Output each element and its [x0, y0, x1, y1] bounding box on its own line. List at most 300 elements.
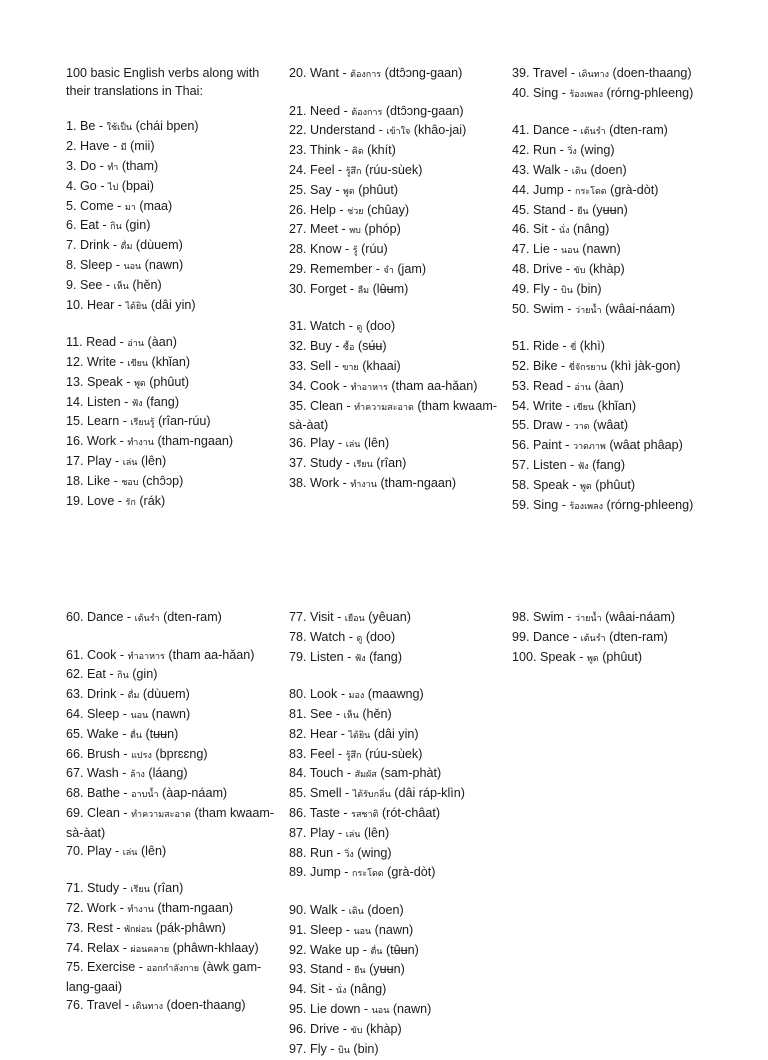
verb-number: 79.: [289, 649, 307, 664]
verb-entry: 15. Learn - เรียนรู้ (rîan-rúu): [66, 414, 211, 429]
verb-number: 43.: [512, 162, 530, 177]
verb-number: 52.: [512, 358, 530, 373]
thai-translation: วาดภาพ: [572, 442, 606, 453]
thai-translation: รู้สึก: [345, 166, 362, 177]
english-verb: Speak: [540, 649, 576, 664]
verb-number: 8.: [66, 257, 77, 272]
english-verb: Lie: [533, 242, 550, 257]
english-verb: Walk: [310, 902, 338, 917]
verb-entry: 96. Drive - ขับ (khàp): [289, 1021, 402, 1036]
verb-number: 19.: [66, 493, 84, 508]
verb-number: 35.: [289, 398, 307, 413]
english-verb: Work: [87, 434, 117, 449]
verb-number: 92.: [289, 942, 307, 957]
romanization: (pák-phâwn): [155, 920, 226, 935]
verb-number: 5.: [66, 198, 77, 213]
english-verb: Go: [80, 178, 97, 193]
thai-translation: ได้ยิน: [125, 301, 148, 312]
spacer: [66, 101, 284, 119]
thai-translation: ร้องเพลง: [569, 501, 603, 512]
verb-number: 3.: [66, 158, 77, 173]
english-verb: Taste: [309, 805, 340, 820]
thai-translation: ทำ: [107, 162, 119, 173]
english-verb: Rest: [87, 920, 113, 935]
thai-translation: เขียน: [127, 358, 149, 369]
verb-number: 57.: [512, 457, 530, 472]
thai-translation: ยืน: [577, 206, 589, 217]
verb-number: 33.: [289, 358, 307, 373]
verb-entry: 24. Feel - รู้สึก (rúu-sùek): [289, 162, 423, 177]
thai-translation: ดู: [356, 633, 363, 644]
spacer: [512, 105, 742, 123]
thai-translation: ใช้เป็น: [106, 123, 133, 134]
romanization: (phûut): [595, 477, 636, 492]
romanization: (nawn): [144, 257, 184, 272]
english-verb: Swim: [533, 610, 564, 624]
thai-translation: วิ่ง: [567, 147, 577, 158]
english-verb: Buy: [310, 339, 332, 354]
english-verb: Learn: [87, 414, 120, 429]
verb-entry: 31. Watch - ดู (doo): [289, 319, 396, 334]
english-verb: Understand: [310, 123, 376, 138]
verb-entry: 99. Dance - เต้นรำ (dten-ram): [512, 629, 668, 644]
thai-translation: แปรง: [131, 750, 152, 761]
thai-translation: ฟัง: [354, 653, 366, 664]
verb-entry: 19. Love - รัก (rák): [66, 493, 166, 508]
romanization: (dùuem): [142, 687, 190, 702]
romanization: (chûay): [367, 202, 410, 217]
romanization: (rót-châat): [381, 805, 441, 820]
verb-entry: 8. Sleep - นอน (nawn): [66, 257, 184, 272]
english-verb: Speak: [533, 477, 569, 492]
verb-entry: 61. Cook - ทำอาหาร (tham aa-hǎan): [66, 647, 255, 662]
verb-number: 66.: [66, 746, 84, 761]
thai-translation: นั่ง: [558, 226, 570, 237]
verb-number: 53.: [512, 378, 530, 393]
verb-number: 39.: [512, 66, 530, 80]
english-verb: Sleep: [87, 706, 120, 721]
romanization: (àwk gam-lang-gaai): [66, 960, 262, 995]
verb-number: 86.: [289, 805, 307, 820]
thai-translation: ขี่: [570, 343, 577, 354]
column-top-middle: [289, 65, 507, 495]
romanization: (bin): [576, 281, 602, 296]
verb-list: [289, 609, 507, 1060]
english-verb: Cook: [87, 647, 117, 662]
english-verb: Have: [80, 139, 110, 154]
thai-translation: ทำอาหาร: [350, 382, 388, 393]
verb-entry: 17. Play - เล่น (lên): [66, 453, 167, 468]
verb-number: 87.: [289, 825, 307, 840]
english-verb: Know: [310, 242, 342, 257]
romanization: (tham aa-hǎan): [391, 378, 478, 393]
verb-entry: 46. Sit - นั่ง (nâng): [512, 222, 610, 237]
thai-translation: ต้องการ: [351, 107, 383, 118]
english-verb: Jump: [310, 865, 341, 880]
romanization: (dùuem): [135, 238, 183, 253]
verb-entry: 38. Work - ทำงาน (tham-ngaan): [289, 475, 457, 490]
english-verb: Paint: [533, 438, 562, 453]
spacer: [289, 884, 507, 902]
english-verb: Cook: [310, 378, 340, 393]
romanization: (doo): [365, 319, 396, 334]
thai-translation: รู้: [352, 246, 358, 257]
verb-entry: 74. Relax - ผ่อนคลาย (phâwn-khlaay): [66, 940, 259, 955]
spacer: [66, 862, 284, 880]
english-verb: Lie down: [310, 1001, 361, 1016]
verb-list: [289, 65, 507, 495]
english-verb: Study: [310, 455, 343, 470]
english-verb: Ride: [533, 339, 559, 354]
thai-translation: เดิน: [348, 906, 364, 917]
verb-entry: 59. Sing - ร้องเพลง (rórng-phleeng): [512, 497, 694, 512]
english-verb: Drink: [87, 687, 117, 702]
romanization: (tham): [121, 158, 159, 173]
romanization: (wing): [580, 143, 615, 158]
english-verb: Listen: [87, 394, 121, 409]
english-verb: Dance: [87, 610, 124, 624]
verb-entry: 37. Study - เรียน (rîan): [289, 455, 407, 470]
verb-entry: 89. Jump - กระโดด (grà-dòt): [289, 865, 436, 880]
verb-entry: 77. Visit - เยือน (yêuan): [289, 610, 411, 624]
thai-translation: รัก: [125, 497, 136, 508]
english-verb: Sing: [533, 497, 559, 512]
thai-translation: มอง: [348, 691, 365, 702]
thai-translation: เห็น: [343, 710, 359, 721]
thai-translation: ดื่ม: [127, 691, 140, 702]
english-verb: Meet: [310, 222, 339, 237]
verb-number: 22.: [289, 123, 307, 138]
english-verb: Write: [87, 354, 117, 369]
english-verb: Fly: [310, 1041, 327, 1056]
romanization: (tʉ̂ʉn): [385, 942, 419, 957]
thai-translation: นอน: [561, 246, 579, 257]
verb-number: 64.: [66, 706, 84, 721]
verb-entry: 45. Stand - ยืน (yʉʉn): [512, 202, 628, 217]
verb-entry: 97. Fly - บิน (bin): [289, 1041, 379, 1056]
thai-translation: ทำงาน: [350, 479, 377, 490]
romanization: (grà-dòt): [387, 865, 436, 880]
verb-number: 44.: [512, 182, 530, 197]
romanization: (maawng): [367, 687, 424, 702]
verb-entry: 30. Forget - ลืม (lʉ̂ʉm): [289, 281, 409, 296]
romanization: (phâwn-khlaay): [172, 940, 259, 955]
english-verb: Hear: [310, 726, 338, 741]
verb-entry: 35. Clean - ทำความสะอาด (tham kwaam-sà-àat): [289, 398, 498, 433]
thai-translation: ขับ: [573, 265, 586, 276]
verb-number: 13.: [66, 374, 84, 389]
english-verb: Hear: [87, 297, 115, 312]
romanization: (phûut): [602, 649, 643, 664]
english-verb: Dance: [533, 629, 570, 644]
verb-number: 55.: [512, 418, 530, 433]
english-verb: See: [80, 277, 103, 292]
verb-entry: 81. See - เห็น (hěn): [289, 706, 392, 721]
verb-entry: 62. Eat - กิน (gin): [66, 667, 158, 682]
verb-number: 24.: [289, 162, 307, 177]
thai-translation: เดินทาง: [578, 70, 609, 80]
verb-number: 93.: [289, 962, 307, 977]
thai-translation: พักผ่อน: [124, 924, 153, 935]
romanization: (láang): [148, 766, 188, 781]
verb-number: 18.: [66, 473, 84, 488]
english-verb: Watch: [310, 319, 346, 334]
thai-translation: นอน: [123, 261, 142, 272]
verb-entry: 80. Look - มอง (maawng): [289, 687, 424, 702]
verb-entry: 64. Sleep - นอน (nawn): [66, 706, 191, 721]
verb-number: 40.: [512, 85, 530, 100]
thai-translation: เรียน: [353, 459, 373, 470]
verb-number: 88.: [289, 845, 307, 860]
column-bottom-left: [66, 609, 284, 1017]
verb-entry: 71. Study - เรียน (rîan): [66, 881, 184, 896]
thai-translation: เล่น: [345, 829, 361, 840]
verb-number: 37.: [289, 455, 307, 470]
thai-translation: เต้นรำ: [580, 127, 606, 138]
romanization: (bin): [353, 1041, 379, 1056]
romanization: (lên): [140, 453, 167, 468]
verb-number: 47.: [512, 242, 530, 257]
romanization: (mii): [130, 139, 155, 154]
romanization: (wâai-náam): [605, 610, 676, 624]
english-verb: Help: [310, 202, 336, 217]
thai-translation: ว่ายน้ำ: [575, 305, 602, 316]
english-verb: Touch: [309, 766, 344, 781]
verb-entry: 32. Buy - ซื้อ (sʉ́ʉ): [289, 339, 387, 354]
english-verb: Sit: [533, 222, 548, 237]
verb-entry: 58. Speak - พูด (phûut): [512, 477, 636, 492]
verb-entry: 7. Drink - ดื่ม (dùuem): [66, 238, 183, 253]
romanization: (hěn): [362, 706, 392, 721]
thai-translation: พูด: [586, 653, 599, 664]
thai-translation: ได้รับกลิ่น: [352, 790, 391, 801]
verb-list: [66, 118, 284, 512]
romanization: (rúu-sùek): [365, 746, 423, 761]
verb-entry: 22. Understand - เข้าใจ (khâo-jai): [289, 123, 467, 138]
verb-entry: 44. Jump - กระโดด (grà-dòt): [512, 182, 659, 197]
verb-number: 12.: [66, 354, 84, 369]
thai-translation: คิด: [351, 147, 364, 158]
romanization: (àap-náam): [162, 786, 228, 801]
romanization: (hěn): [132, 277, 162, 292]
verb-number: 9.: [66, 277, 77, 292]
english-verb: Eat: [80, 218, 99, 233]
english-verb: Sit: [310, 982, 325, 997]
verb-number: 82.: [289, 726, 307, 741]
romanization: (rórng-phleeng): [606, 497, 694, 512]
thai-translation: กิน: [110, 222, 122, 233]
english-verb: Come: [80, 198, 114, 213]
verb-entry: 87. Play - เล่น (lên): [289, 825, 390, 840]
english-verb: Walk: [533, 162, 561, 177]
english-verb: Play: [310, 825, 335, 840]
english-verb: Play: [310, 436, 335, 451]
english-verb: Think: [309, 143, 341, 158]
verb-entry: 51. Ride - ขี่ (khì): [512, 339, 605, 354]
thai-translation: ได้ยิน: [348, 730, 371, 741]
verb-entry: 91. Sleep - นอน (nawn): [289, 922, 414, 937]
thai-translation: มี: [120, 143, 127, 154]
verb-number: 30.: [289, 281, 307, 296]
romanization: (gin): [132, 667, 158, 682]
english-verb: Wake up: [310, 942, 360, 957]
romanization: (sam-phàt): [380, 766, 442, 781]
romanization: (wing): [357, 845, 392, 860]
romanization: (sʉ́ʉ): [357, 339, 387, 354]
english-verb: Play: [87, 843, 112, 858]
verb-number: 91.: [289, 922, 307, 937]
english-verb: Smell: [310, 786, 342, 801]
english-verb: Speak: [87, 374, 123, 389]
verb-number: 7.: [66, 238, 77, 253]
verb-number: 42.: [512, 143, 530, 158]
verb-entry: 23. Think - คิด (khít): [289, 143, 396, 158]
thai-translation: พูด: [342, 186, 355, 197]
romanization: (bprɛɛng): [155, 746, 208, 761]
verb-entry: 66. Brush - แปรง (bprɛɛng): [66, 746, 208, 761]
romanization: (maa): [139, 198, 173, 213]
verb-number: 17.: [66, 453, 84, 468]
verb-entry: 11. Read - อ่าน (àan): [66, 335, 177, 350]
verb-number: 97.: [289, 1041, 307, 1056]
verb-entry: 54. Write - เขียน (khǐan): [512, 398, 637, 413]
verb-entry: 53. Read - อ่าน (àan): [512, 378, 624, 393]
verb-number: 72.: [66, 900, 84, 915]
verb-number: 75.: [66, 960, 84, 975]
verb-number: 85.: [289, 786, 307, 801]
verb-entry: 100. Speak - พูด (phûut): [512, 649, 643, 664]
verb-number: 58.: [512, 477, 530, 492]
spacer: [289, 85, 507, 103]
romanization: (doen-thaang): [612, 66, 692, 80]
verb-number: 1.: [66, 119, 77, 134]
english-verb: Want: [310, 66, 339, 80]
romanization: (dtɔ̂ɔng-gaan): [385, 103, 464, 118]
english-verb: Remember: [310, 261, 373, 276]
english-verb: Listen: [533, 457, 567, 472]
english-verb: Write: [533, 398, 563, 413]
romanization: (khàp): [588, 261, 625, 276]
verb-entry: 26. Help - ช่วย (chûay): [289, 202, 410, 217]
romanization: (phóp): [364, 222, 401, 237]
romanization: (nawn): [392, 1001, 432, 1016]
verb-number: 73.: [66, 920, 84, 935]
english-verb: Visit: [310, 610, 334, 624]
romanization: (chɔ̂ɔp): [142, 473, 184, 488]
english-verb: Play: [87, 453, 112, 468]
verb-number: 15.: [66, 414, 84, 429]
romanization: (doen): [590, 162, 627, 177]
english-verb: Clean: [87, 805, 120, 820]
verb-entry: 86. Taste - รสชาติ (rót-châat): [289, 805, 441, 820]
thai-translation: ยืน: [354, 966, 366, 977]
verb-entry: 16. Work - ทำงาน (tham-ngaan): [66, 434, 234, 449]
verb-entry: 68. Bathe - อาบน้ำ (àap-náam): [66, 786, 228, 801]
english-verb: Feel: [310, 746, 335, 761]
romanization: (dâi ráp-klìn): [394, 786, 465, 801]
verb-number: 84.: [289, 766, 307, 781]
thai-translation: กระโดด: [352, 869, 384, 880]
thai-translation: ดื่ม: [120, 242, 133, 253]
english-verb: Wake: [87, 726, 119, 741]
verb-entry: 84. Touch - สัมผัส (sam-phàt): [289, 766, 442, 781]
verb-number: 96.: [289, 1021, 307, 1036]
english-verb: Clean: [310, 398, 343, 413]
intro-text: 100 basic English verbs along with their translations in Thai:: [66, 66, 260, 98]
verb-number: 38.: [289, 475, 307, 490]
spacer: [289, 301, 507, 319]
verb-number: 83.: [289, 746, 307, 761]
romanization: (khì): [579, 339, 605, 354]
english-verb: Forget: [310, 281, 347, 296]
thai-translation: มา: [124, 202, 136, 213]
verb-entry: 12. Write - เขียน (khǐan): [66, 354, 191, 369]
verb-entry: 73. Rest - พักผ่อน (pák-phâwn): [66, 920, 226, 935]
verb-number: 90.: [289, 902, 307, 917]
thai-translation: นอน: [353, 926, 372, 937]
verb-number: 62.: [66, 667, 84, 682]
thai-translation: ขี่จักรยาน: [568, 362, 607, 373]
verb-entry: 85. Smell - ได้รับกลิ่น (dâi ráp-klìn): [289, 786, 465, 801]
verb-number: 20.: [289, 66, 307, 80]
english-verb: Sell: [310, 358, 332, 373]
english-verb: Read: [86, 335, 117, 350]
verb-entry: 48. Drive - ขับ (khàp): [512, 261, 625, 276]
english-verb: Travel: [86, 997, 122, 1012]
verb-entry: 72. Work - ทำงาน (tham-ngaan): [66, 900, 234, 915]
romanization: (lʉ̂ʉm): [372, 281, 409, 296]
verb-entry: 39. Travel - เดินทาง (doen-thaang): [512, 66, 692, 80]
verb-number: 29.: [289, 261, 307, 276]
verb-entry: 60. Dance - เต้นรำ (dten-ram): [66, 610, 222, 624]
english-verb: Stand: [533, 202, 566, 217]
thai-translation: เต้นรำ: [134, 614, 160, 624]
verb-entry: 67. Wash - ล้าง (láang): [66, 766, 188, 781]
verb-number: 63.: [66, 687, 84, 702]
english-verb: Swim: [533, 301, 564, 316]
thai-translation: ตื่น: [129, 730, 142, 741]
verb-number: 36.: [289, 436, 307, 451]
verb-number: 28.: [289, 242, 307, 257]
romanization: (àan): [594, 378, 624, 393]
english-verb: Study: [87, 881, 120, 896]
verb-entry: 1. Be - ใช้เป็น (chái bpen): [66, 119, 199, 134]
verb-entry: 83. Feel - รู้สึก (rúu-sùek): [289, 746, 423, 761]
verb-entry: 47. Lie - นอน (nawn): [512, 242, 621, 257]
english-verb: Fly: [533, 281, 550, 296]
verb-entry: 5. Come - มา (maa): [66, 198, 173, 213]
english-verb: Work: [310, 475, 340, 490]
thai-translation: จำ: [383, 265, 394, 276]
thai-translation: ทำงาน: [127, 438, 154, 449]
romanization: (fang): [369, 649, 403, 664]
thai-translation: บิน: [338, 1045, 350, 1056]
thai-translation: เข้าใจ: [386, 127, 411, 138]
english-verb: Run: [310, 845, 334, 860]
thai-translation: ซื้อ: [342, 343, 355, 354]
verb-entry: 56. Paint - วาดภาพ (wâat phâap): [512, 438, 683, 453]
romanization: (khǐan): [597, 398, 637, 413]
romanization: (wâai-náam): [605, 301, 676, 316]
romanization: (khâo-jai): [413, 123, 467, 138]
romanization: (wâat): [593, 418, 629, 433]
verb-number: 21.: [289, 103, 307, 118]
verb-number: 94.: [289, 982, 307, 997]
thai-translation: เล่น: [122, 457, 138, 468]
verb-number: 56.: [512, 438, 530, 453]
thai-translation: ทำอาหาร: [127, 651, 165, 662]
thai-translation: อ่าน: [127, 339, 145, 350]
